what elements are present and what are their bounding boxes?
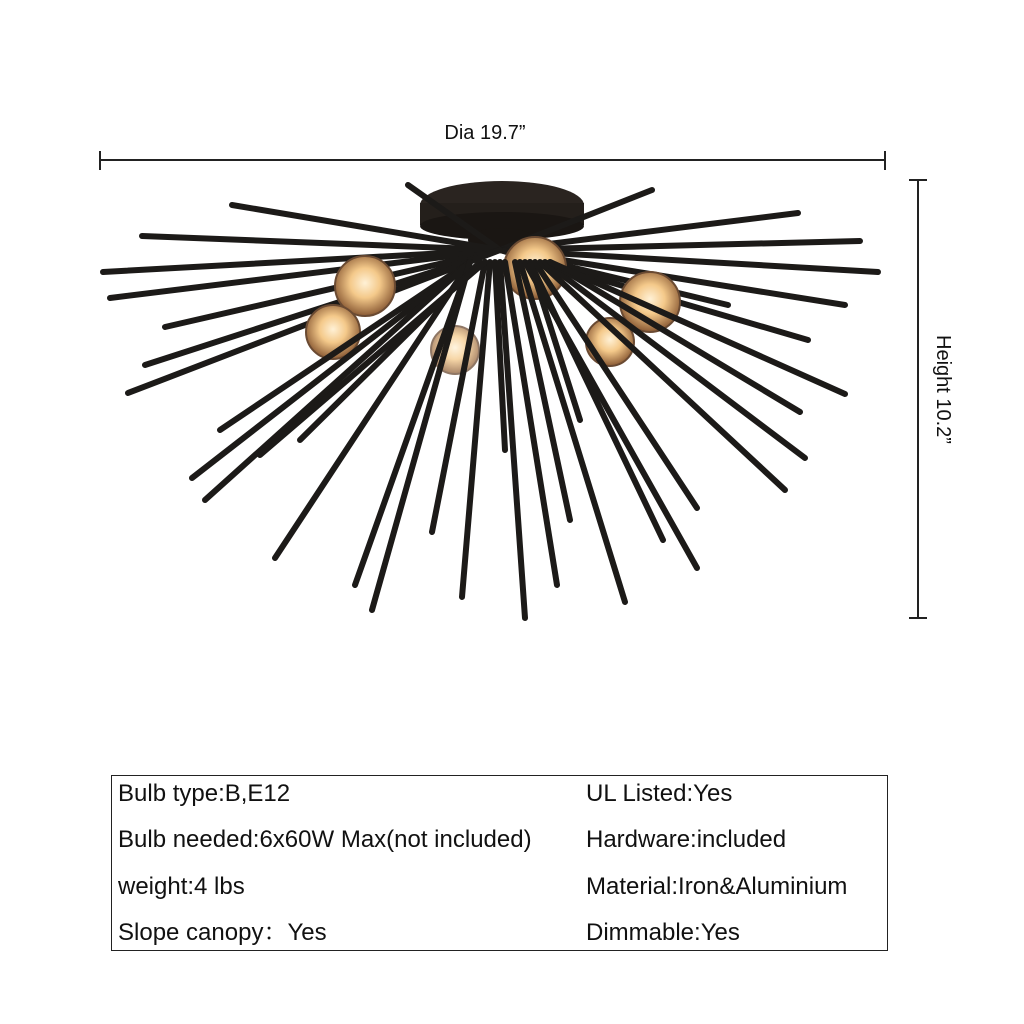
spec-ul-listed: UL Listed:Yes xyxy=(586,780,733,807)
spec-bulb-needed: Bulb needed:6x60W Max(not included) xyxy=(118,826,532,853)
rod xyxy=(192,262,470,478)
spec-table xyxy=(111,775,888,951)
height-dimension-line xyxy=(909,180,927,618)
spec-slope-canopy: Slope canopy：Yes xyxy=(118,919,327,946)
diameter-dimension-line xyxy=(100,151,885,170)
spec-dimmable: Dimmable:Yes xyxy=(586,919,740,946)
spec-hardware: Hardware:included xyxy=(586,826,787,853)
spec-material: Material:Iron&Aluminium xyxy=(586,873,848,900)
spec-bulb-type: Bulb type:B,E12 xyxy=(118,780,291,807)
diameter-label: Dia 19.7” xyxy=(444,122,526,144)
height-label: Height 10.2” xyxy=(932,335,954,444)
spec-weight: weight:4 lbs xyxy=(118,873,245,900)
